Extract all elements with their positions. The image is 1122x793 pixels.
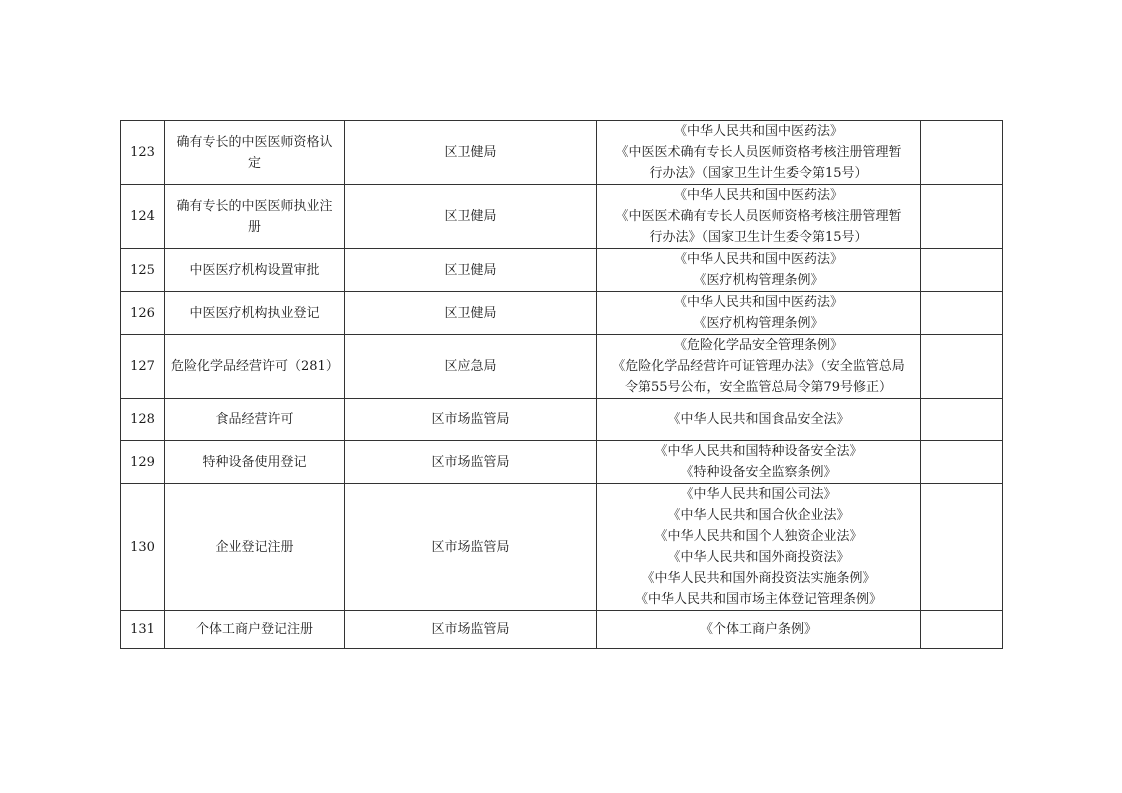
legal-basis-line: 《中华人民共和国个人独资企业法》	[654, 529, 863, 544]
department: 区市场监管局	[345, 611, 597, 649]
legal-basis-line: 《中医医术确有专长人员医师资格考核注册管理暂	[615, 209, 902, 224]
legal-basis-line: 《中华人民共和国中医药法》	[673, 124, 843, 139]
legal-basis	[597, 441, 921, 484]
row-number: 128	[121, 399, 165, 441]
legal-basis-line: 《中华人民共和国外商投资法》	[667, 550, 850, 565]
table-row	[121, 121, 1003, 185]
legal-basis-line: 行办法》（国家卫生计生委令第15号）	[649, 230, 868, 245]
remark	[921, 611, 1003, 649]
legal-basis-line: 《医疗机构管理条例》	[693, 273, 824, 288]
items-table	[120, 120, 1003, 649]
department: 区市场监管局	[345, 441, 597, 484]
remark	[921, 484, 1003, 611]
legal-basis	[597, 335, 921, 399]
legal-basis	[597, 484, 921, 611]
legal-basis-line: 《特种设备安全监察条例》	[680, 465, 837, 480]
row-number: 131	[121, 611, 165, 649]
legal-basis-line: 《中医医术确有专长人员医师资格考核注册管理暂	[615, 145, 902, 160]
legal-basis-line: 《中华人民共和国合伙企业法》	[667, 508, 850, 523]
legal-basis-line: 《中华人民共和国市场主体登记管理条例》	[634, 592, 882, 607]
legal-basis-line: 《医疗机构管理条例》	[693, 316, 824, 331]
legal-basis-line: 《中华人民共和国中医药法》	[673, 295, 843, 310]
legal-basis-line: 《危险化学品经营许可证管理办法》（安全监管总局	[612, 359, 905, 374]
legal-basis-line: 《中华人民共和国公司法》	[680, 487, 837, 502]
legal-basis	[597, 292, 921, 335]
legal-basis-line: 《中华人民共和国食品安全法》	[667, 412, 850, 427]
table-row	[121, 441, 1003, 484]
department: 区卫健局	[345, 292, 597, 335]
item-name: 中医医疗机构设置审批	[165, 249, 345, 292]
legal-basis-line: 《中华人民共和国特种设备安全法》	[654, 444, 863, 459]
legal-basis-line: 《中华人民共和国外商投资法实施条例》	[641, 571, 876, 586]
row-number: 123	[121, 121, 165, 185]
item-name: 确有专长的中医医师资格认定	[165, 121, 345, 185]
row-number: 124	[121, 185, 165, 249]
table-row	[121, 611, 1003, 649]
row-number: 130	[121, 484, 165, 611]
row-number: 126	[121, 292, 165, 335]
legal-basis-line: 行办法》（国家卫生计生委令第15号）	[649, 166, 868, 181]
item-name: 食品经营许可	[165, 399, 345, 441]
legal-basis	[597, 249, 921, 292]
department: 区卫健局	[345, 121, 597, 185]
item-name: 危险化学品经营许可（281）	[165, 335, 345, 399]
table-body	[121, 121, 1003, 649]
department: 区卫健局	[345, 249, 597, 292]
remark	[921, 335, 1003, 399]
remark	[921, 121, 1003, 185]
item-name: 企业登记注册	[165, 484, 345, 611]
table-row	[121, 484, 1003, 611]
table-row	[121, 185, 1003, 249]
legal-basis-line: 《个体工商户条例》	[699, 622, 817, 637]
legal-basis	[597, 399, 921, 441]
remark	[921, 292, 1003, 335]
department: 区应急局	[345, 335, 597, 399]
department: 区卫健局	[345, 185, 597, 249]
item-name: 个体工商户登记注册	[165, 611, 345, 649]
remark	[921, 441, 1003, 484]
legal-basis	[597, 185, 921, 249]
department: 区市场监管局	[345, 399, 597, 441]
row-number: 127	[121, 335, 165, 399]
legal-basis	[597, 121, 921, 185]
legal-basis-line: 《危险化学品安全管理条例》	[673, 338, 843, 353]
legal-basis-line: 《中华人民共和国中医药法》	[673, 188, 843, 203]
table-row	[121, 249, 1003, 292]
item-name: 中医医疗机构执业登记	[165, 292, 345, 335]
table-row	[121, 292, 1003, 335]
legal-basis-line: 令第55号公布，安全监管总局令第79号修正）	[624, 380, 893, 395]
remark	[921, 399, 1003, 441]
row-number: 129	[121, 441, 165, 484]
remark	[921, 185, 1003, 249]
row-number: 125	[121, 249, 165, 292]
table-row	[121, 399, 1003, 441]
item-name: 确有专长的中医医师执业注册	[165, 185, 345, 249]
remark	[921, 249, 1003, 292]
legal-basis	[597, 611, 921, 649]
table-row	[121, 335, 1003, 399]
legal-basis-line: 《中华人民共和国中医药法》	[673, 252, 843, 267]
item-name: 特种设备使用登记	[165, 441, 345, 484]
department: 区市场监管局	[345, 484, 597, 611]
